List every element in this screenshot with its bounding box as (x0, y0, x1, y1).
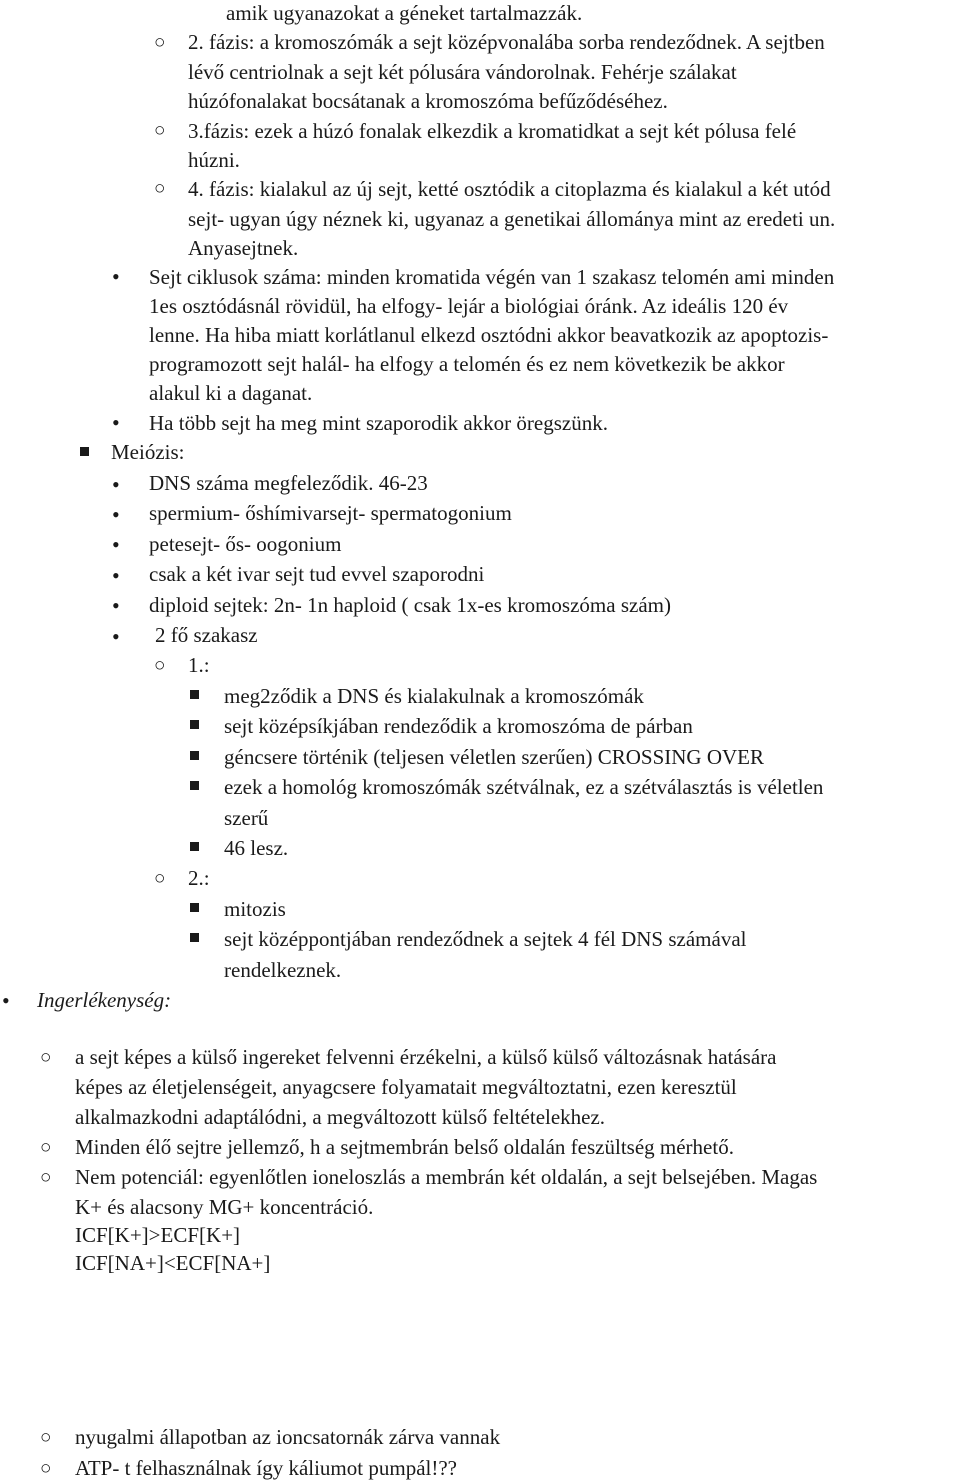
text-line: húzni. (188, 148, 240, 172)
text-line: húzófonalakat bocsátanak a kromoszóma befűződéséhez. (188, 89, 668, 113)
circle-bullet-icon: ○ (40, 1047, 52, 1068)
text-line: 1.: (188, 653, 210, 677)
text-line: 1es osztódásnál rövidül, ha elfogy- lejár a biológiai óránk. Az ideális 120 év (149, 294, 789, 318)
text-line: ICF[NA+]<ECF[NA+] (75, 1251, 271, 1275)
dot-bullet-icon: • (112, 502, 120, 527)
text-line: 2.: (188, 866, 210, 890)
circle-bullet-icon: ○ (40, 1458, 52, 1479)
square-bullet-icon (190, 903, 199, 912)
text-line: Minden élő sejtre jellemző, h a sejtmembrán belső oldalán feszültség mérhető. (75, 1135, 734, 1159)
text-line: spermium- őshímivarsejt- spermatogonium (149, 501, 512, 525)
text-line: sejt középpontjában rendeződnek a sejtek 4 fél DNS számával (224, 927, 747, 951)
dot-bullet-icon: • (112, 624, 120, 649)
text-line: a sejt képes a külső ingereket felvenni érzékelni, a külső külső változásnak hatására (75, 1045, 777, 1069)
text-line: lenne. Ha hiba miatt korlátlanul elkezd osztódni akkor beavatkozik az apoptozis- (149, 323, 829, 347)
section-heading-meiozis: Meiózis: (111, 440, 185, 464)
dot-bullet-icon: • (2, 988, 10, 1013)
text-line: amik ugyanazokat a géneket tartalmazzák. (226, 1, 583, 25)
text-line: 46 lesz. (224, 836, 289, 860)
text-line: képes az életjelenségeit, anyagcsere folyamatait megváltoztatni, ezen keresztül (75, 1075, 737, 1099)
section-heading-ingerlekenyseg: Ingerlékenység: (37, 988, 172, 1012)
text-line: lévő centriolnak a sejt két pólusára vándorolnak. Fehérje szálakat (188, 60, 737, 84)
text-line: ATP- t felhasználnak így káliumot pumpál!?? (75, 1456, 457, 1480)
circle-bullet-icon: ○ (154, 655, 166, 676)
text-line: 4. fázis: kialakul az új sejt, ketté osztódik a citoplazma és kialakul a két utód (188, 177, 831, 201)
square-bullet-icon (80, 447, 89, 456)
square-bullet-icon (190, 720, 199, 729)
dot-bullet-icon: • (112, 532, 120, 557)
circle-bullet-icon: ○ (154, 120, 166, 141)
text-line: mitozis (224, 897, 286, 921)
text-line: meg2ződik a DNS és kialakulnak a kromoszómák (224, 684, 644, 708)
text-line: ezek a homológ kromoszómák szétválnak, ez a szétválasztás is véletlen (224, 775, 824, 799)
text-line: 2. fázis: a kromoszómák a sejt középvonalába sorba rendeződnek. A sejtben (188, 30, 825, 54)
text-line: csak a két ivar sejt tud evvel szaporodni (149, 562, 485, 586)
text-line: nyugalmi állapotban az ioncsatornák zárva vannak (75, 1425, 501, 1449)
text-line: rendelkeznek. (224, 958, 342, 982)
text-line: szerű (224, 806, 269, 830)
circle-bullet-icon: ○ (154, 868, 166, 889)
text-line: alakul ki a daganat. (149, 381, 313, 405)
circle-bullet-icon: ○ (40, 1167, 52, 1188)
text-line: DNS száma megfeleződik. 46-23 (149, 471, 428, 495)
text-line: diploid sejtek: 2n- 1n haploid ( csak 1x-es kromoszóma szám) (149, 593, 671, 617)
text-line: Anyasejtnek. (188, 236, 299, 260)
text-line: Sejt ciklusok száma: minden kromatida végén van 1 szakasz telomén ami minden (149, 265, 835, 289)
dot-bullet-icon: • (112, 472, 120, 497)
square-bullet-icon (190, 751, 199, 760)
circle-bullet-icon: ○ (40, 1427, 52, 1448)
text-line: K+ és alacsony MG+ koncentráció. (75, 1195, 374, 1219)
square-bullet-icon (190, 781, 199, 790)
text-line: sejt középsíkjában rendeződik a kromoszóma de párban (224, 714, 693, 738)
circle-bullet-icon: ○ (154, 32, 166, 53)
dot-bullet-icon: • (112, 264, 120, 289)
square-bullet-icon (190, 690, 199, 699)
square-bullet-icon (190, 933, 199, 942)
text-line: ICF[K+]>ECF[K+] (75, 1223, 241, 1247)
text-line: 2 fő szakasz (155, 623, 258, 647)
text-line: 3.fázis: ezek a húzó fonalak elkezdik a kromatidkat a sejt két pólusa felé (188, 119, 797, 143)
text-line: Nem potenciál: egyenlőtlen ioneloszlás a membrán két oldalán, a sejt belsejében. Magas (75, 1165, 818, 1189)
dot-bullet-icon: • (112, 563, 120, 588)
dot-bullet-icon: • (112, 593, 120, 618)
text-line: alkalmazkodni adaptálódni, a megváltozott külső feltételekhez. (75, 1105, 606, 1129)
text-line: sejt- ugyan úgy néznek ki, ugyanaz a genetikai állománya mint az eredeti un. (188, 207, 836, 231)
text-line: petesejt- ős- oogonium (149, 532, 342, 556)
text-line: géncsere történik (teljesen véletlen szerűen) CROSSING OVER (224, 745, 765, 769)
text-line: Ha több sejt ha meg mint szaporodik akkor öregszünk. (149, 411, 608, 435)
circle-bullet-icon: ○ (40, 1137, 52, 1158)
dot-bullet-icon: • (112, 410, 120, 435)
circle-bullet-icon: ○ (154, 178, 166, 199)
text-line: programozott sejt halál- ha elfogy a telomén és ez nem következik be akkor (149, 352, 785, 376)
square-bullet-icon (190, 842, 199, 851)
